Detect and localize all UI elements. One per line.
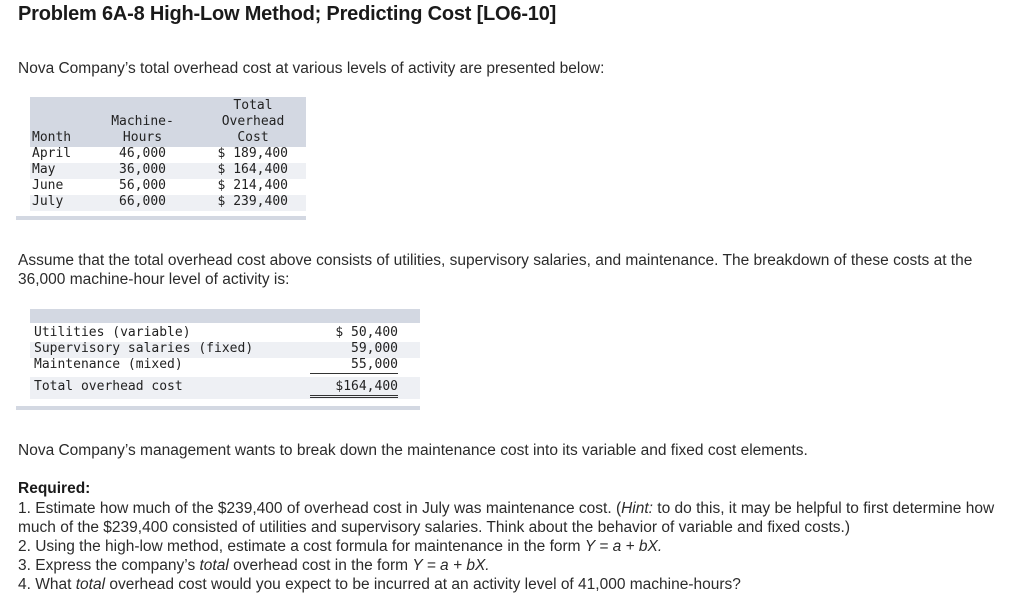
breakdown-value: $ 50,400 [335, 325, 398, 340]
requirement-2: 2. Using the high-low method, estimate a cost formula for maintenance in the form Y = a + bX. [18, 538, 663, 555]
overhead-table [30, 97, 306, 221]
breakdown-label: Maintenance (mixed) [34, 357, 183, 372]
total-value: $164,400 [310, 379, 398, 398]
assume-text: Assume that the total overhead cost above consists of utilities, supervisory salaries, and maintenance. The breakdown of these costs at the 36,000 machine-hour level of activity is: [18, 252, 973, 288]
header-month: Month [32, 130, 72, 145]
table-row-month: July [32, 194, 64, 209]
header-cost-line2: Overhead [221, 114, 285, 129]
table-row-cost: $ 239,400 [217, 194, 288, 209]
management-text: Nova Company’s management wants to break down the maintenance cost into its variable and fixed cost elements. [18, 442, 808, 459]
table-row-cost: $ 164,400 [217, 162, 288, 177]
table-bottom-rule [16, 406, 420, 410]
table-row-hours: 36,000 [119, 162, 166, 177]
table-bottom-rule [16, 216, 306, 220]
requirement-3: 3. Express the company’s total overhead cost in the form Y = a + bX. [18, 557, 490, 574]
breakdown-value: 55,000 [310, 357, 398, 374]
header-hours-line1: Machine- [111, 114, 174, 129]
table-row-month: April [32, 146, 72, 161]
cost-breakdown-table [30, 309, 420, 415]
requirement-4: 4. What total overhead cost would you expect to be incurred at an activity level of 41,000 machine-hours? [18, 576, 741, 593]
total-label: Total overhead cost [34, 379, 183, 394]
table-header-bg [30, 309, 420, 323]
breakdown-label: Supervisory salaries (fixed) [34, 341, 254, 356]
header-cost-line3: Cost [237, 130, 269, 145]
table-row-cost: $ 189,400 [217, 146, 288, 161]
table-row-hours: 56,000 [119, 178, 166, 193]
requirements-list [18, 499, 1018, 594]
breakdown-value: 59,000 [351, 341, 398, 356]
page-title: Problem 6A-8 High-Low Method; Predicting Cost [LO6-10] [18, 3, 557, 25]
table-row-month: May [32, 162, 56, 177]
breakdown-label: Utilities (variable) [34, 325, 191, 340]
intro-text: Nova Company’s total overhead cost at various levels of activity are presented below: [18, 60, 605, 77]
table-row-cost: $ 214,400 [217, 178, 288, 193]
header-hours-line2: Hours [122, 130, 163, 145]
table-row-month: June [32, 178, 64, 193]
requirement-1: 1. Estimate how much of the $239,400 of overhead cost in July was maintenance cost. (Hint: to do this, it may be helpful to first determine how much of the $239,400 consisted of utilities and supervisory salaries. Think about the behavior of variable and fixed costs.) [18, 500, 995, 536]
table-row-hours: 46,000 [119, 146, 166, 161]
table-row-hours: 66,000 [119, 194, 166, 209]
required-heading: Required: [18, 480, 91, 497]
header-cost-line1: Total [233, 98, 273, 113]
